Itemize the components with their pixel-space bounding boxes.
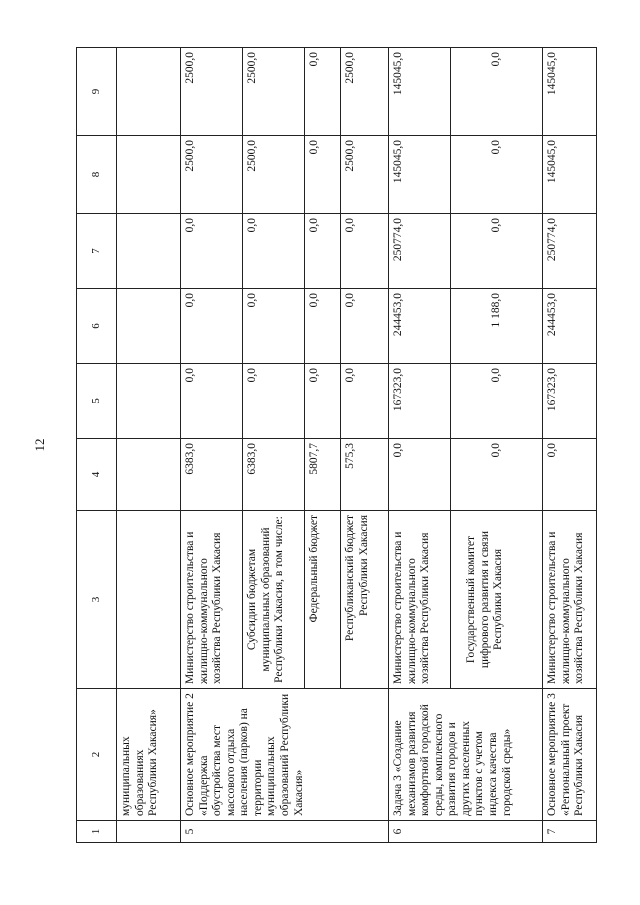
table-row-6a <box>389 48 451 843</box>
cell-value: 250774,0 <box>389 214 451 289</box>
cell-value: 2500,0 <box>181 48 243 136</box>
cell-executor: Государственный комитет цифрового развития и связи Республики Хакасия <box>451 511 543 689</box>
table-row-7 <box>543 48 597 843</box>
col-header-2: 2 <box>77 689 117 821</box>
cell-value: 0,0 <box>389 439 451 511</box>
table-row-continued <box>117 48 181 843</box>
cell-no: 7 <box>543 821 597 843</box>
col-header-8: 8 <box>77 136 117 214</box>
cell-value: 0,0 <box>243 214 305 289</box>
cell-value: 0,0 <box>181 214 243 289</box>
cell-value: 0,0 <box>341 364 389 439</box>
col-header-5: 5 <box>77 364 117 439</box>
rotated-table-wrapper <box>76 48 596 843</box>
cell-program-name: Задача 3 «Создание механизмов развития комфортной городской среды, комплексного развития городов и других населенных пунктов с учетом индекса качества городской среды» <box>389 689 543 821</box>
cell-value: 2500,0 <box>243 136 305 214</box>
col-header-4: 4 <box>77 439 117 511</box>
cell-value: 0,0 <box>341 289 389 364</box>
cell-program-name: Основное мероприятие 3 «Региональный проект Республики Хакасия <box>543 689 597 821</box>
cell-value: 0,0 <box>243 364 305 439</box>
cell-value: 250774,0 <box>543 214 597 289</box>
cell-no: 5 <box>181 821 389 843</box>
col-header-3: 3 <box>77 511 117 689</box>
table-row-5a <box>181 48 243 843</box>
cell-value: 1 188,0 <box>451 289 543 364</box>
cell-value: 0,0 <box>243 289 305 364</box>
cell-value: 2500,0 <box>341 136 389 214</box>
cell-value: 167323,0 <box>543 364 597 439</box>
col-header-7: 7 <box>77 214 117 289</box>
cell-value: 2500,0 <box>243 48 305 136</box>
col-header-9: 9 <box>77 48 117 136</box>
cell-no <box>117 821 181 843</box>
cell-value: 2500,0 <box>181 136 243 214</box>
cell-value: 0,0 <box>305 289 341 364</box>
cell-executor: Республиканский бюджет Республики Хакасия <box>341 511 389 689</box>
cell-value: 6383,0 <box>181 439 243 511</box>
cell-value: 0,0 <box>451 214 543 289</box>
col-header-6: 6 <box>77 289 117 364</box>
cell-value: 167323,0 <box>389 364 451 439</box>
cell-value: 0,0 <box>305 214 341 289</box>
cell-executor: Министерство строительства и жилищно-коммунального хозяйства Республики Хакасия <box>181 511 243 689</box>
cell-value: 0,0 <box>305 364 341 439</box>
header-row <box>77 48 117 843</box>
cell-no: 6 <box>389 821 543 843</box>
cell-executor: Федеральный бюджет <box>305 511 341 689</box>
cell-value: 0,0 <box>305 136 341 214</box>
cell-value: 5807,7 <box>305 439 341 511</box>
cell-value: 0,0 <box>451 439 543 511</box>
cell-value: 145045,0 <box>389 136 451 214</box>
cell-value: 0,0 <box>181 364 243 439</box>
cell-value: 0,0 <box>543 439 597 511</box>
budget-table <box>76 47 597 843</box>
cell-program-name: муниципальных образованиях Республики Хакасия» <box>117 689 181 821</box>
cell-value: 145045,0 <box>543 48 597 136</box>
cell-executor <box>117 511 181 689</box>
cell-executor: Министерство строительства и жилищно-коммунального хозяйства Республики Хакасия <box>543 511 597 689</box>
cell-value: 6383,0 <box>243 439 305 511</box>
cell-value: 145045,0 <box>389 48 451 136</box>
cell-value: 244453,0 <box>389 289 451 364</box>
cell-value: 0,0 <box>181 289 243 364</box>
cell-value: 244453,0 <box>543 289 597 364</box>
col-header-1: 1 <box>77 821 117 843</box>
cell-value: 145045,0 <box>543 136 597 214</box>
cell-executor: Министерство строительства и жилищно-коммунального хозяйства Республики Хакасия <box>389 511 451 689</box>
page-number: 12 <box>32 438 47 452</box>
cell-value: 0,0 <box>305 48 341 136</box>
cell-value: 2500,0 <box>341 48 389 136</box>
cell-program-name: Основное мероприятие 2 «Поддержка обустройства мест массового отдыха населения (парков) на территории муниципальных образований Республики Хакасия» <box>181 689 389 821</box>
cell-value: 0,0 <box>341 214 389 289</box>
cell-value: 0,0 <box>451 136 543 214</box>
cell-value: 0,0 <box>451 48 543 136</box>
cell-value: 0,0 <box>451 364 543 439</box>
cell-executor: Субсидии бюджетам муниципальных образований Республики Хакасия, в том числе: <box>243 511 305 689</box>
cell-value: 575,3 <box>341 439 389 511</box>
